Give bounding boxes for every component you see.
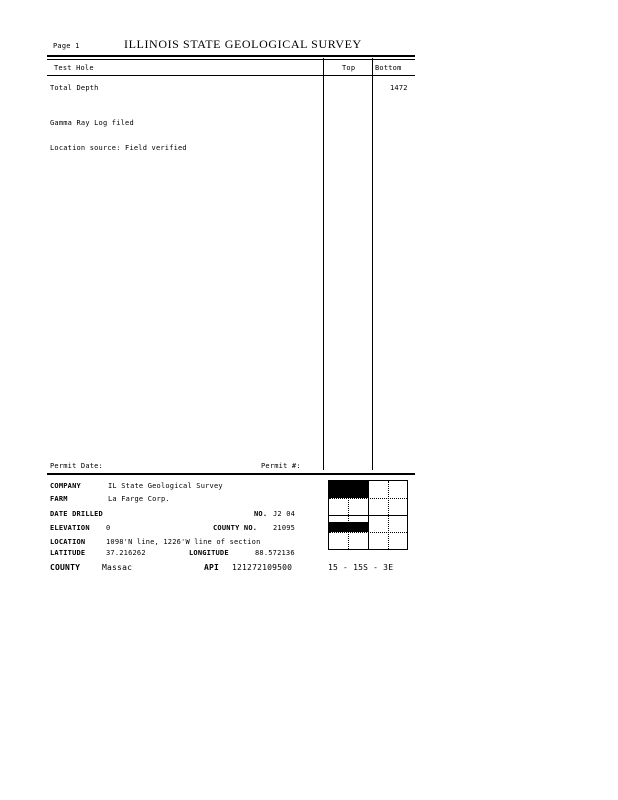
well-no-label: NO. (254, 510, 268, 518)
farm-label: FARM (50, 495, 68, 503)
permit-date-label: Permit Date: (50, 462, 103, 470)
section-location-grid (328, 480, 408, 550)
grid-shaded-block (329, 481, 368, 498)
grid-line (388, 481, 389, 549)
grid-shaded-block (329, 522, 368, 532)
column-header-description: Test Hole (54, 64, 94, 72)
page-number: Page 1 (53, 42, 80, 50)
column-header-rule (47, 75, 415, 76)
row-bottom-value: 1472 (390, 84, 408, 92)
latitude-label: LATITUDE (50, 549, 86, 557)
section-township-range: 15 - 15S - 3E (328, 563, 394, 572)
longitude-value: 88.572136 (255, 549, 295, 557)
company-value: IL State Geological Survey (108, 482, 223, 490)
company-label: COMPANY (50, 482, 81, 490)
well-no-value: J2 04 (273, 510, 296, 518)
latitude-value: 37.216262 (106, 549, 146, 557)
header-rule-bottom (47, 59, 415, 60)
column-header-bottom: Bottom (375, 64, 402, 72)
permit-rule (47, 473, 415, 475)
grid-line (329, 498, 407, 499)
county-value: Massac (102, 563, 133, 572)
api-number: 121272109500 (232, 563, 293, 572)
county-no-value: 21095 (273, 524, 296, 532)
api-label: API (204, 563, 220, 572)
longitude-label: LONGITUDE (189, 549, 229, 557)
grid-line (329, 532, 407, 533)
column-divider-bottom (372, 58, 373, 470)
county-label: COUNTY (50, 563, 81, 572)
grid-line (329, 515, 407, 516)
column-divider-top (323, 58, 324, 470)
elevation-value: 0 (106, 524, 111, 532)
row-description: Gamma Ray Log filed (50, 119, 134, 127)
date-drilled-label: DATE DRILLED (50, 510, 103, 518)
elevation-label: ELEVATION (50, 524, 90, 532)
page-title: ILLINOIS STATE GEOLOGICAL SURVEY (124, 37, 362, 51)
column-header-top: Top (342, 64, 356, 72)
farm-value: La Farge Corp. (108, 495, 170, 503)
location-label: LOCATION (50, 538, 86, 546)
county-no-label: COUNTY NO. (213, 524, 258, 532)
header-rule-top (47, 55, 415, 57)
permit-number-label: Permit #: (261, 462, 301, 470)
row-description: Location source: Field verified (50, 144, 187, 152)
row-description: Total Depth (50, 84, 99, 92)
location-value: 1098'N line, 1226'W line of section (106, 538, 261, 546)
